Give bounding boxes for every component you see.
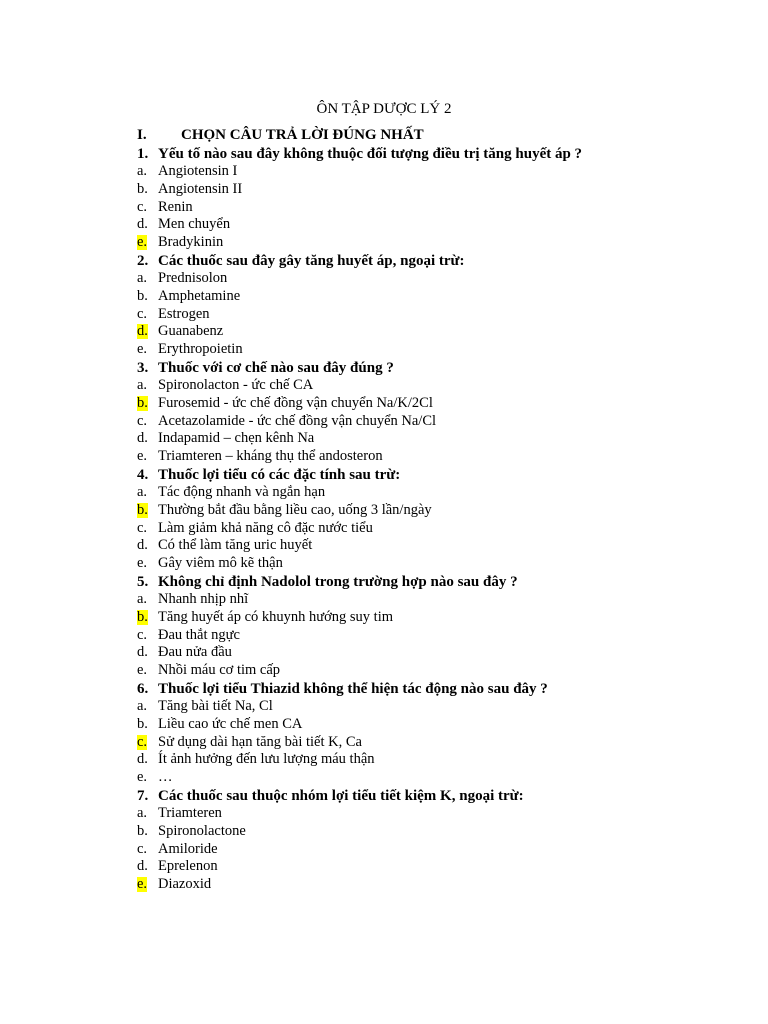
option-label: d. [137,644,148,661]
option-text: Amiloride [158,840,218,857]
option-label-cell [137,395,158,413]
option-label: d. [137,216,148,233]
option-label: c. [137,198,148,215]
question-text: Thuốc lợi tiểu Thiazid không thể hiện tác động nào sau đây ? [158,680,548,697]
question-5 [137,573,737,591]
answer-option [137,591,737,609]
option-label-cell [137,698,158,716]
option-text: Men chuyển [158,216,231,233]
option-label: a. [137,163,148,179]
option-label-cell [137,716,158,734]
option-label-cell [137,484,158,502]
document-content [137,125,737,894]
option-label: e. [137,555,148,572]
option-label: a. [137,269,148,286]
answer-option [137,484,737,502]
option-text: Prednisolon [158,269,228,286]
answer-option [137,520,737,538]
answer-option [137,448,737,466]
option-label: b. [137,715,148,732]
option-text: Tăng huyết áp có khuynh hướng suy tim [158,608,394,625]
option-label-cell [137,609,158,627]
option-label: b. [137,822,148,839]
option-label-cell [137,216,158,234]
option-label: d. [137,430,148,447]
option-label-cell [137,876,158,894]
question-text: Yếu tố nào sau đây không thuộc đối tượng điều trị tăng huyết áp ? [158,146,583,162]
answer-option [137,199,737,217]
option-text: Erythropoietin [158,341,243,358]
answer-option [137,751,737,769]
option-text: Ít ảnh hưởng đến lưu lượng máu thận [158,751,375,768]
option-label-cell [137,341,158,359]
option-label: d. [137,537,148,554]
option-text: Amphetamine [158,287,241,304]
question-text: Các thuốc sau thuộc nhóm lợi tiểu tiết kiệm K, ngoại trừ: [158,787,524,804]
option-label: a. [137,590,148,607]
option-text: Guanabenz [158,323,224,340]
option-text: Eprelenon [158,858,218,875]
question-text: Không chỉ định Nadolol trong trường hợp nào sau đây ? [158,573,518,590]
option-label-cell [137,234,158,252]
option-label-cell [137,448,158,466]
answer-option [137,341,737,359]
option-label-cell [137,288,158,306]
option-label-cell [137,306,158,324]
option-text: Diazoxid [158,876,212,893]
option-label-highlighted: b. [137,501,148,518]
question-number: 6. [137,680,149,697]
answer-option [137,163,737,181]
option-text: Đau thắt ngực [158,626,240,643]
option-label-cell [137,413,158,431]
option-text: Triamteren – kháng thụ thể andosteron [158,448,383,465]
option-label: e. [137,662,148,679]
answer-option [137,609,737,627]
option-text: Spironolactone [158,822,246,839]
option-label-highlighted: c. [137,733,148,750]
section-heading [137,125,737,145]
option-label-highlighted: e. [137,234,148,251]
answer-option [137,306,737,324]
option-label-cell [137,377,158,395]
question-1 [137,145,737,163]
answer-option [137,662,737,680]
option-label: b. [137,180,148,197]
option-text: Spironolacton - ức chế CA [158,376,314,393]
option-text: Gây viêm mô kẽ thận [158,555,283,572]
question-number: 7. [137,787,149,804]
option-label-cell [137,323,158,341]
answer-option [137,216,737,234]
option-text: Liều cao ức chế men CA [158,715,303,732]
option-label-cell [137,163,158,181]
question-number: 5. [137,573,149,590]
question-3 [137,359,737,377]
option-label: a. [137,804,148,821]
question-number: 3. [137,359,149,376]
answer-option [137,716,737,734]
answer-option [137,430,737,448]
option-label-cell [137,662,158,680]
option-label-highlighted: e. [137,876,148,893]
answer-option [137,805,737,823]
option-label: e. [137,448,148,465]
option-label-cell [137,502,158,520]
option-label: c. [137,840,148,857]
option-text: Nhồi máu cơ tim cấp [158,662,281,679]
section-number: I. [137,127,147,143]
option-text: Thường bắt đầu bằng liều cao, uống 3 lần/ngày [158,501,432,518]
option-label-cell [137,270,158,288]
answer-option [137,627,737,645]
question-7 [137,787,737,805]
option-label-highlighted: b. [137,608,148,625]
option-label-cell [137,751,158,769]
option-label-cell [137,734,158,752]
option-label-cell [137,769,158,787]
question-list [137,145,737,894]
option-label: e. [137,769,148,786]
section-title: CHỌN CÂU TRẢ LỜI ĐÚNG NHẤT [181,127,424,143]
option-text: Nhanh nhịp nhĩ [158,590,249,607]
option-label: a. [137,697,148,714]
option-label-cell [137,199,158,217]
option-text: Tăng bài tiết Na, Cl [158,697,273,714]
option-label-cell [137,858,158,876]
option-text: … [158,769,173,786]
option-label-highlighted: b. [137,394,148,411]
question-number: 2. [137,252,149,269]
answer-option [137,823,737,841]
option-text: Angiotensin I [158,163,238,179]
option-label-cell [137,555,158,573]
question-number: 4. [137,466,149,483]
option-text: Sử dụng dài hạn tăng bài tiết K, Ca [158,733,362,750]
question-text: Thuốc với cơ chế nào sau đây đúng ? [158,359,394,376]
answer-option [137,270,737,288]
option-text: Angiotensin II [158,180,243,197]
option-label: a. [137,483,148,500]
answer-option [137,644,737,662]
answer-option [137,841,737,859]
option-label-cell [137,591,158,609]
answer-option [137,876,737,894]
option-text: Triamteren [158,804,222,821]
question-2 [137,252,737,270]
answer-option [137,734,737,752]
answer-option [137,502,737,520]
option-label-cell [137,805,158,823]
option-label: c. [137,626,148,643]
option-label: c. [137,305,148,322]
answer-option [137,413,737,431]
answer-option [137,377,737,395]
option-text: Indapamid – chẹn kênh Na [158,430,315,447]
option-text: Estrogen [158,305,210,322]
option-label-cell [137,823,158,841]
option-text: Bradykinin [158,234,224,251]
option-text: Renin [158,198,193,215]
answer-option [137,395,737,413]
option-label: e. [137,341,148,358]
option-text: Đau nửa đầu [158,644,232,661]
answer-option [137,858,737,876]
answer-option [137,323,737,341]
option-label-cell [137,644,158,662]
option-label: b. [137,287,148,304]
option-label-cell [137,520,158,538]
option-label: d. [137,751,148,768]
question-4 [137,466,737,484]
answer-option [137,769,737,787]
answer-option [137,698,737,716]
answer-option [137,181,737,199]
question-number: 1. [137,146,149,162]
option-label-cell [137,627,158,645]
option-text: Furosemid - ức chế đồng vận chuyển Na/K/2Cl [158,394,433,411]
answer-option [137,288,737,306]
answer-option [137,537,737,555]
option-label: c. [137,519,148,536]
option-label-cell [137,430,158,448]
option-label: a. [137,376,148,393]
question-text: Các thuốc sau đây gây tăng huyết áp, ngoại trừ: [158,252,465,269]
option-label-cell [137,841,158,859]
document-title: ÔN TẬP DƯỢC LÝ 2 [316,101,452,117]
option-text: Acetazolamide - ức chế đồng vận chuyển Na/Cl [158,412,437,429]
option-label: d. [137,858,148,875]
option-text: Làm giảm khả năng cô đặc nước tiểu [158,519,373,536]
option-text: Có thể làm tăng uric huyết [158,537,313,554]
option-text: Tác động nhanh và ngắn hạn [158,483,326,500]
answer-option [137,555,737,573]
answer-option [137,234,737,252]
option-label-cell [137,181,158,199]
question-text: Thuốc lợi tiểu có các đặc tính sau trừ: [158,466,401,483]
option-label-highlighted: d. [137,323,148,340]
option-label-cell [137,537,158,555]
option-label: c. [137,412,148,429]
question-6 [137,680,737,698]
